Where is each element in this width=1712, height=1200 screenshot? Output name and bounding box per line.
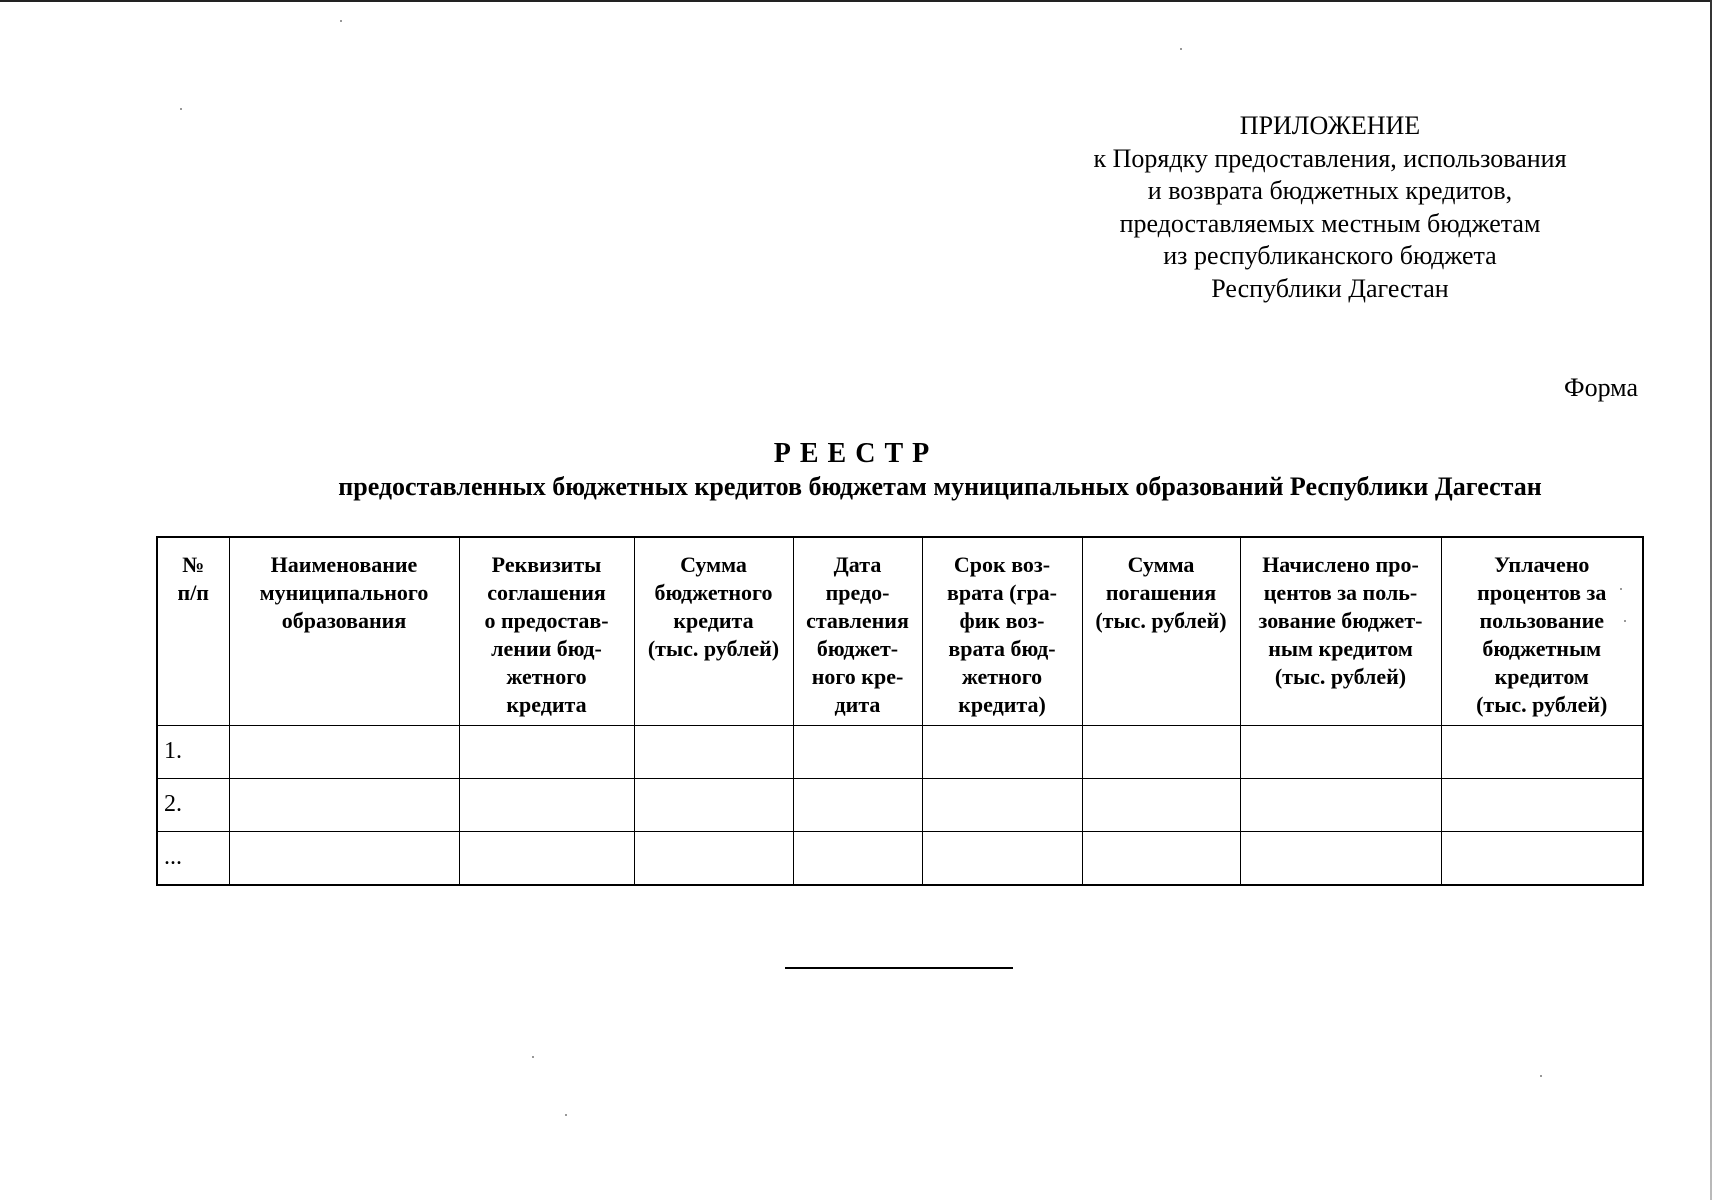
scan-speck	[1620, 588, 1622, 590]
table-cell	[922, 778, 1082, 831]
table-cell-number: 1.	[157, 725, 229, 778]
column-header-interest-paid	[1441, 537, 1643, 725]
column-header-number	[157, 537, 229, 725]
table-cell	[1240, 831, 1441, 885]
table-cell	[1082, 778, 1240, 831]
scan-speck	[532, 1056, 534, 1058]
table-cell	[1240, 725, 1441, 778]
table-cell	[1082, 831, 1240, 885]
scan-speck	[565, 1114, 567, 1116]
table-cell-number: 2.	[157, 778, 229, 831]
appendix-block	[1020, 110, 1640, 305]
document-title: РЕЕСТР	[773, 438, 939, 469]
table-cell	[1441, 831, 1643, 885]
column-header-repaid-amount	[1082, 537, 1240, 725]
table-cell	[459, 725, 634, 778]
scan-speck	[180, 108, 182, 110]
column-header-interest-accrued	[1240, 537, 1441, 725]
table-cell	[1082, 725, 1240, 778]
column-header-credit-amount	[634, 537, 793, 725]
scan-top-edge	[0, 0, 1712, 2]
table-cell-number: ...	[157, 831, 229, 885]
appendix-heading: ПРИЛОЖЕНИЕ	[1239, 111, 1421, 140]
column-header-issue-date	[793, 537, 922, 725]
column-header-municipality	[229, 537, 459, 725]
column-header-label: Сумма погашения (тыс. рублей)	[1095, 552, 1227, 633]
table-cell	[229, 778, 459, 831]
column-header-label: Дата предо- ставления бюджет- ного кре- дита	[806, 552, 909, 717]
table-cell	[793, 831, 922, 885]
table-header-row	[157, 537, 1643, 725]
column-header-label: Наименование муниципального образования	[259, 552, 429, 633]
column-header-label: Срок воз- врата (гра- фик воз- врата бюд- жетного кредита)	[947, 552, 1057, 717]
table-row	[157, 831, 1643, 885]
table-cell	[634, 778, 793, 831]
table-row	[157, 725, 1643, 778]
table-cell	[922, 831, 1082, 885]
column-header-label: Реквизиты соглашения о предостав- лении бюд- жетного кредита	[484, 552, 609, 717]
table-cell	[922, 725, 1082, 778]
column-header-label: № п/п	[177, 552, 209, 605]
column-header-agreement	[459, 537, 634, 725]
scan-speck	[1624, 620, 1626, 622]
table-cell	[459, 831, 634, 885]
appendix-line: из республиканского бюджета	[1163, 241, 1497, 270]
appendix-line: Республики Дагестан	[1211, 273, 1449, 303]
document-subtitle: предоставленных бюджетных кредитов бюджетам муниципальных образований Республики Дагестан	[338, 472, 1542, 501]
table-cell	[1240, 778, 1441, 831]
scan-speck	[1540, 1075, 1542, 1077]
column-header-label: Сумма бюджетного кредита (тыс. рублей)	[647, 552, 780, 661]
table-cell	[229, 725, 459, 778]
column-header-repayment-term	[922, 537, 1082, 725]
table-row	[157, 778, 1643, 831]
form-label: Форма	[1564, 373, 1638, 402]
table-cell	[229, 831, 459, 885]
scan-speck	[1180, 48, 1182, 50]
end-separator-line	[785, 967, 1013, 969]
registry-table	[156, 536, 1644, 886]
column-header-label: Начислено про- центов за поль- зование бюджет- ным кредитом (тыс. рублей)	[1258, 552, 1423, 689]
table-cell	[634, 831, 793, 885]
scan-speck	[340, 20, 342, 22]
appendix-line: предоставляемых местным бюджетам	[1119, 208, 1541, 238]
table-cell	[793, 725, 922, 778]
column-header-label: Уплачено процентов за пользование бюджетным кредитом (тыс. рублей)	[1476, 552, 1608, 717]
table-cell	[634, 725, 793, 778]
appendix-line: к Порядку предоставления, использования	[1093, 143, 1567, 173]
table-cell	[1441, 778, 1643, 831]
appendix-line: и возврата бюджетных кредитов,	[1147, 176, 1513, 205]
table-cell	[1441, 725, 1643, 778]
table-cell	[459, 778, 634, 831]
table-cell	[793, 778, 922, 831]
